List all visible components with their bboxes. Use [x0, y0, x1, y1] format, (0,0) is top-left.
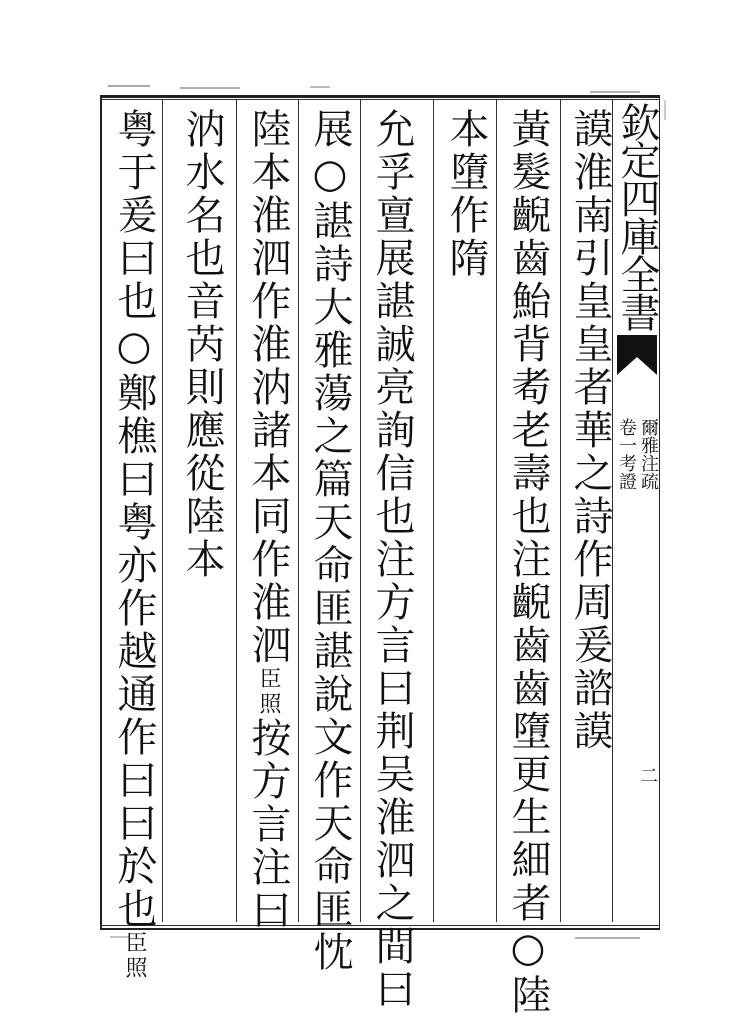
- column-text: 粤于爰曰也○鄭樵曰粤亦作越通作曰曰於也: [111, 108, 157, 931]
- text-column: 本墮作隋: [443, 108, 489, 280]
- text-column: 汭水名也音芮則應從陸本: [179, 108, 225, 581]
- text-column: 謨淮南引皇皇者華之詩作周爰諮謨: [567, 108, 613, 753]
- column-rule: [162, 100, 163, 922]
- margin-subtitle: [615, 418, 659, 538]
- column-rule: [560, 100, 561, 922]
- text-column: [110, 108, 158, 981]
- margin-subtitle-line: 卷一考證: [616, 418, 637, 490]
- page-number: 二: [640, 766, 658, 787]
- column-text: 陸本淮泗作淮汭諸本同作淮泗: [245, 108, 291, 667]
- column-rule: [360, 100, 361, 922]
- text-column: 黃髮齯齒鮐背耇老壽也注齯齒齒墮更生細者○陸: [505, 108, 551, 1017]
- column-rule: [433, 100, 434, 922]
- top-inner-rule: [100, 99, 660, 100]
- column-rule: [496, 100, 497, 922]
- column-rule: [298, 100, 299, 922]
- inline-note: 臣照: [122, 931, 147, 981]
- fishtail-mark-icon: [617, 335, 657, 375]
- column-text: 按方言注曰: [245, 717, 291, 932]
- margin-subtitle-line: 爾雅注疏: [638, 418, 659, 490]
- text-column: 允孚亶展諶誠亮詢信也注方言曰荆吴淮泗之間曰: [369, 108, 415, 1011]
- text-column: [244, 108, 292, 932]
- text-column: 展○諶詩大雅蕩之篇天命匪諶說文作天命匪忱: [307, 108, 353, 974]
- inline-note: 臣照: [256, 667, 281, 717]
- column-rule: [236, 100, 237, 922]
- book-title: 欽定四庫全書: [614, 102, 660, 330]
